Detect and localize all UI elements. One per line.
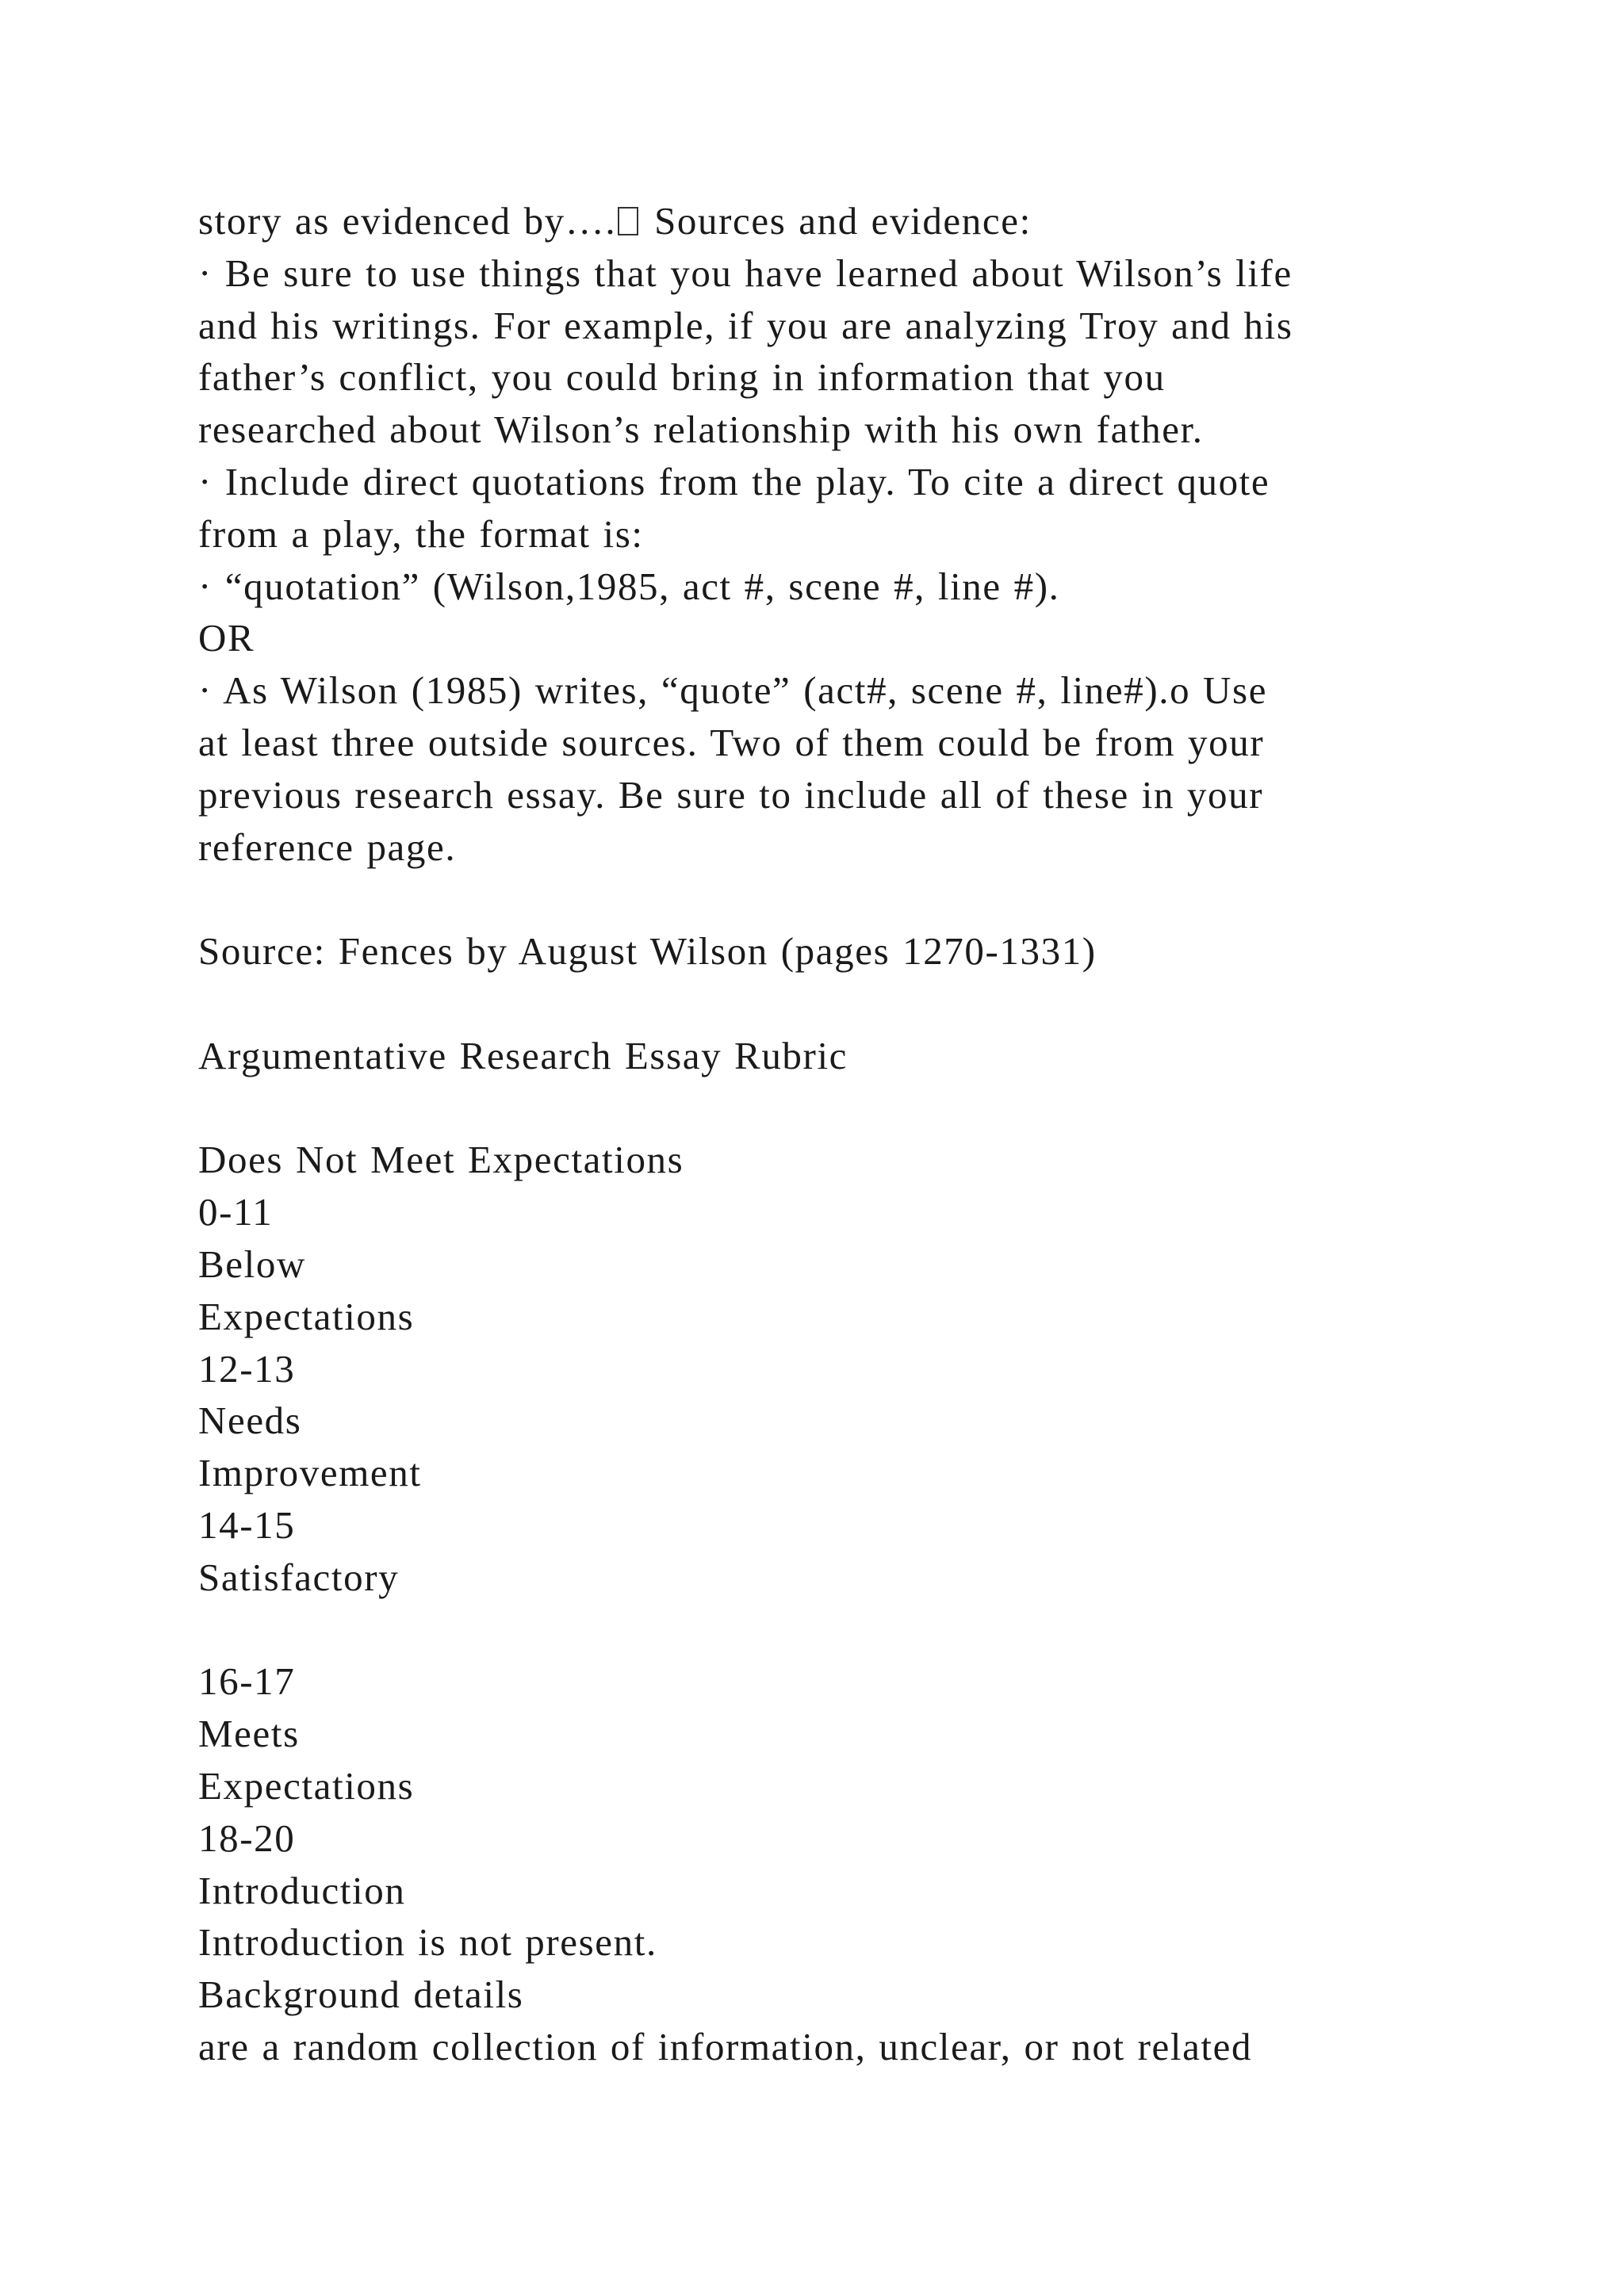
source-line: Source: Fences by August Wilson (pages 1270-1331)	[198, 929, 1097, 974]
rubric-score-range: 0-11	[198, 1190, 274, 1234]
document-body	[198, 195, 1483, 2073]
text-line	[198, 195, 1483, 247]
rubric-description: are a random collection of information, unclear, or not related	[198, 2024, 1253, 2068]
rubric-title: Argumentative Research Essay Rubric	[198, 1033, 848, 1077]
rubric-level-label: Expectations	[198, 1294, 415, 1338]
text-line: and his writings. For example, if you are analyzing Troy and his	[198, 303, 1293, 347]
missing-glyph-icon	[618, 207, 638, 235]
rubric-level-label: Expectations	[198, 1763, 415, 1808]
text-line: · As Wilson (1985) writes, “quote” (act#, scene #, line#).o Use	[198, 668, 1268, 713]
rubric-description: Introduction is not present.	[198, 1920, 657, 1965]
rubric-score-range: 16-17	[198, 1659, 296, 1704]
text-line: reference page.	[198, 825, 457, 869]
text-fragment: story as evidenced by….	[198, 199, 617, 243]
rubric-score-range: 14-15	[198, 1502, 296, 1547]
text-line: · “quotation” (Wilson,1985, act #, scene #, line #).	[198, 564, 1060, 608]
text-line: OR	[198, 616, 255, 660]
blank-line	[198, 1604, 1483, 1656]
rubric-level-label: Does Not Meet Expectations	[198, 1138, 684, 1182]
rubric-level-label: Below	[198, 1242, 306, 1286]
blank-line	[198, 873, 1483, 925]
rubric-score-range: 12-13	[198, 1346, 296, 1391]
rubric-level-label: Satisfactory	[198, 1555, 400, 1599]
text-line: previous research essay. Be sure to include all of these in your	[198, 772, 1264, 817]
text-line: from a play, the format is:	[198, 511, 644, 556]
text-line: · Include direct quotations from the play. To cite a direct quote	[198, 459, 1270, 503]
rubric-level-label: Improvement	[198, 1451, 422, 1495]
rubric-description: Background details	[198, 1973, 524, 2017]
rubric-score-range: 18-20	[198, 1816, 296, 1860]
rubric-level-label: Meets	[198, 1712, 300, 1756]
text-line: researched about Wilson’s relationship with his own father.	[198, 408, 1204, 452]
text-line: at least three outside sources. Two of them could be from your	[198, 720, 1265, 764]
blank-line	[198, 1082, 1483, 1135]
rubric-level-label: Needs	[198, 1399, 302, 1443]
text-line: father’s conflict, you could bring in information that you	[198, 355, 1166, 400]
rubric-criterion: Introduction	[198, 1868, 406, 1912]
blank-line	[198, 978, 1483, 1030]
text-line: · Be sure to use things that you have learned about Wilson’s life	[198, 251, 1293, 295]
text-fragment: Sources and evidence:	[642, 199, 1032, 243]
